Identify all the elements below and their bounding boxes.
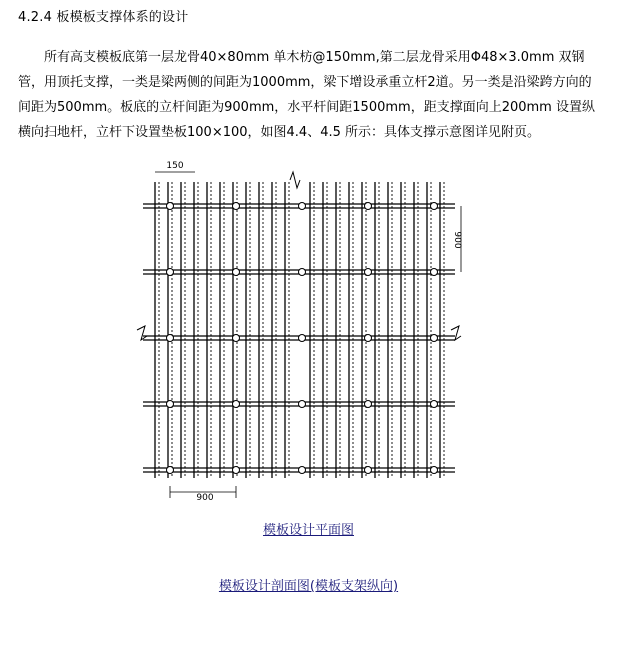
upright-pole-marker: [299, 269, 306, 276]
upright-pole-marker: [431, 269, 438, 276]
upright-pole-marker: [365, 401, 372, 408]
upright-pole-marker: [233, 335, 240, 342]
upright-pole-marker: [167, 467, 174, 474]
upright-pole-marker: [431, 401, 438, 408]
upright-pole-marker: [431, 467, 438, 474]
upright-pole-marker: [365, 467, 372, 474]
formwork-plan-figure: [135, 160, 465, 510]
upright-pole-marker: [167, 335, 174, 342]
upright-pole-marker: [167, 401, 174, 408]
upright-pole-marker: [299, 335, 306, 342]
upright-pole-marker: [299, 467, 306, 474]
dimension-top-label: 150: [166, 161, 184, 171]
break-mark-left: [137, 326, 147, 340]
upright-pole-marker: [167, 203, 174, 210]
body-paragraph: 所有高支模板底第一层龙骨40×80mm 单木枋@150mm,第二层龙骨采用Φ48×3.0mm 双钢管，用顶托支撑，一类是梁两侧的间距为1000mm，梁下增设承重立杆2道。另一类是沿梁跨方向的间距为500mm。板底的立杆间距为900mm，水平杆间距1500mm，距支撑面向上200mm 设置纵横向扫地杆，立杆下设置垫板100×100，如图4.4、4.5 所示：具体支撑示意图详见附页。: [18, 50, 595, 140]
break-mark-right: [451, 326, 461, 340]
upright-pole-marker: [299, 203, 306, 210]
section-heading: 4.2.4 板模板支撑体系的设计: [18, 10, 189, 25]
dimension-bottom-label: 900: [196, 493, 214, 503]
dimension-right-label: 900: [452, 231, 462, 249]
plan-grid: [137, 172, 461, 498]
upright-pole-marker: [233, 401, 240, 408]
upright-pole-marker: [365, 335, 372, 342]
upright-pole-marker: [431, 335, 438, 342]
upright-pole-marker: [299, 401, 306, 408]
break-mark-top: [290, 172, 300, 188]
upright-pole-marker: [233, 269, 240, 276]
section-caption-link[interactable]: 模板设计剖面图(模板支架纵向): [218, 579, 399, 594]
upright-pole-marker: [233, 467, 240, 474]
upright-pole-marker: [233, 203, 240, 210]
upright-pole-marker: [365, 269, 372, 276]
upright-pole-marker: [167, 269, 174, 276]
plan-caption-link[interactable]: 模板设计平面图: [262, 523, 354, 538]
upright-pole-marker: [431, 203, 438, 210]
upright-pole-marker: [365, 203, 372, 210]
